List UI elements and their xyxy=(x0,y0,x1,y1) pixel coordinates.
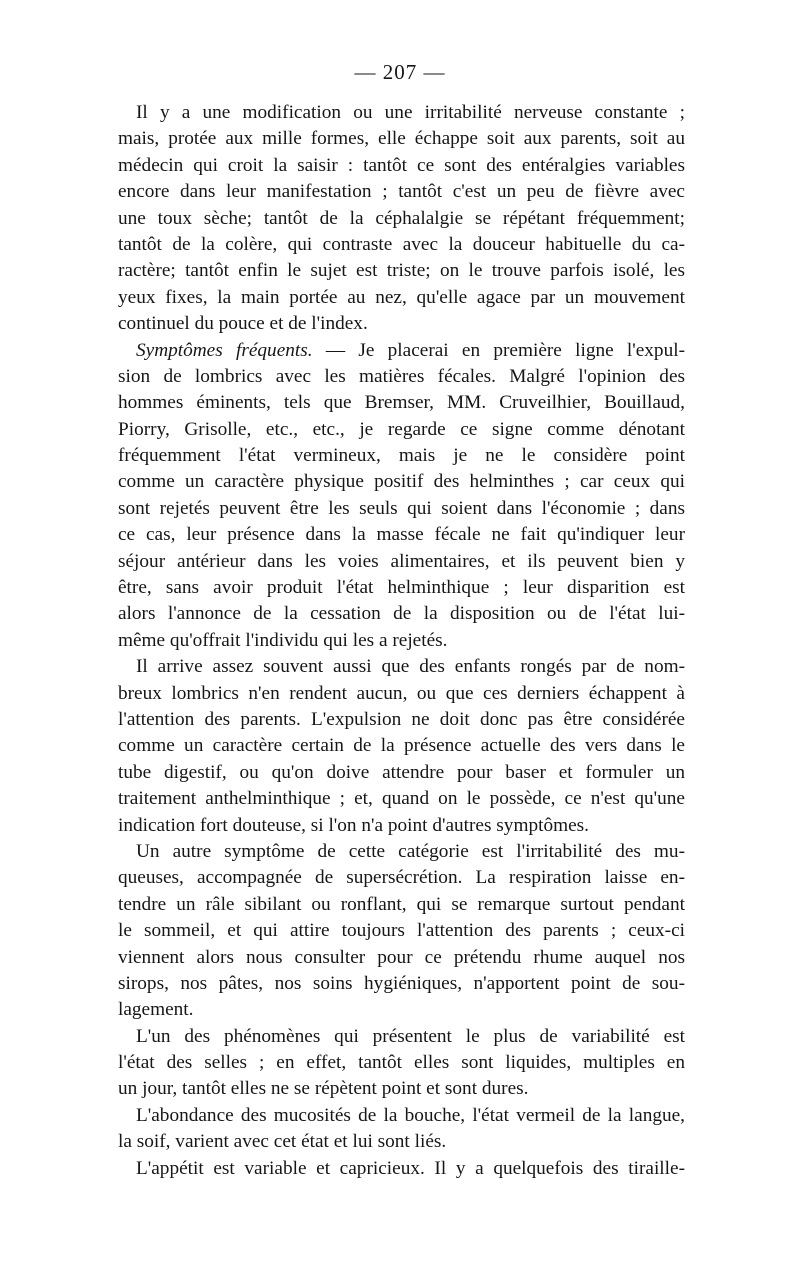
text-line xyxy=(118,1024,685,1050)
line-text: Il arrive assez souvent aussi que des enfants rongés par de nom- xyxy=(136,656,685,678)
line-text: la soif, varient avec cet état et lui sont liés. xyxy=(118,1131,447,1153)
body-text xyxy=(118,100,685,1182)
line-text: comme un caractère physique positif des helminthes ; car ceux qui xyxy=(118,471,685,493)
line-text: fréquemment l'état vermineux, mais je ne le considère point xyxy=(118,445,685,467)
text-line xyxy=(118,971,685,997)
text-line xyxy=(118,654,685,680)
text-line xyxy=(118,786,685,812)
text-line xyxy=(118,153,685,179)
line-text: médecin qui croit la saisir : tantôt ce sont des entéralgies variables xyxy=(118,154,685,176)
text-line xyxy=(118,390,685,416)
line-text: viennent alors nous consulter pour ce prétendu rhume auquel nos xyxy=(118,946,685,968)
text-line xyxy=(118,232,685,258)
text-line xyxy=(118,522,685,548)
line-text: tendre un râle sibilant ou ronflant, qui se remarque surtout pendant xyxy=(118,893,685,915)
text-line xyxy=(118,443,685,469)
text-line xyxy=(118,628,685,654)
text-line xyxy=(118,338,685,364)
text-line xyxy=(118,126,685,152)
line-text: tube digestif, ou qu'on doive attendre pour baser et formuler un xyxy=(118,761,685,783)
line-text: sont rejetés peuvent être les seuls qui soient dans l'économie ; dans xyxy=(118,497,685,519)
line-text: breux lombrics n'en rendent aucun, ou que ces derniers échappent à xyxy=(118,682,685,704)
text-line xyxy=(118,733,685,759)
text-line xyxy=(118,681,685,707)
text-line xyxy=(118,1103,685,1129)
text-line xyxy=(118,1129,685,1155)
text-line xyxy=(118,285,685,311)
line-text: L'un des phénomènes qui présentent le plus de variabilité est xyxy=(136,1025,685,1047)
text-line xyxy=(118,813,685,839)
line-text: tantôt de la colère, qui contraste avec la douceur habituelle du ca- xyxy=(118,233,685,255)
line-text: sion de lombrics avec les matières fécales. Malgré l'opinion des xyxy=(118,365,685,387)
text-line xyxy=(118,945,685,971)
text-line xyxy=(118,865,685,891)
text-line xyxy=(118,918,685,944)
text-line xyxy=(118,364,685,390)
line-text: être, sans avoir produit l'état helminthique ; leur disparition est xyxy=(118,577,685,599)
line-text: Un autre symptôme de cette catégorie est l'irritabilité des mu- xyxy=(136,840,685,862)
line-text: hommes éminents, tels que Bremser, MM. Cruveilhier, Bouillaud, xyxy=(118,392,685,414)
line-text: Il y a une modification ou une irritabilité nerveuse constante ; xyxy=(136,102,685,123)
line-text: l'état des selles ; en effet, tantôt elles sont liquides, multiples en xyxy=(118,1052,685,1074)
line-text: mais, protée aux mille formes, elle échappe soit aux parents, soit au xyxy=(118,128,685,150)
line-text: une toux sèche; tantôt de la céphalalgie se répétant fréquemment; xyxy=(118,207,685,229)
line-text: continuel du pouce et de l'index. xyxy=(118,313,368,335)
text-line xyxy=(118,179,685,205)
text-line xyxy=(118,311,685,337)
line-text: — Je placerai en première ligne l'expul- xyxy=(312,339,685,361)
text-line xyxy=(118,258,685,284)
line-text: le sommeil, et qui attire toujours l'attention des parents ; ceux-ci xyxy=(118,920,685,942)
text-line xyxy=(118,1156,685,1182)
line-text: l'attention des parents. L'expulsion ne doit donc pas être considérée xyxy=(118,708,685,730)
line-text: sirops, nos pâtes, nos soins hygiéniques, n'apportent point de sou- xyxy=(118,972,685,994)
text-line xyxy=(118,707,685,733)
text-line xyxy=(118,760,685,786)
line-text: comme un caractère certain de la présence actuelle des vers dans le xyxy=(118,735,685,757)
text-line xyxy=(118,839,685,865)
text-line xyxy=(118,997,685,1023)
line-text: même qu'offrait l'individu qui les a rejetés. xyxy=(118,629,448,651)
line-text: yeux fixes, la main portée au nez, qu'elle agace par un mouvement xyxy=(118,286,685,308)
line-text: L'appétit est variable et capricieux. Il y a quelquefois des tiraille- xyxy=(136,1157,685,1179)
line-text: queuses, accompagnée de supersécrétion. La respiration laisse en- xyxy=(118,867,685,889)
line-text: ce cas, leur présence dans la masse fécale ne fait qu'indiquer leur xyxy=(118,524,685,546)
line-text: alors l'annonce de la cessation de la disposition ou de l'état lui- xyxy=(118,603,685,625)
text-line xyxy=(118,469,685,495)
text-line xyxy=(118,575,685,601)
text-line xyxy=(118,1050,685,1076)
section-heading: Symptômes fréquents. xyxy=(136,339,313,361)
line-text: séjour antérieur dans les voies alimentaires, et ils peuvent bien y xyxy=(118,550,685,572)
line-text: lagement. xyxy=(118,999,194,1021)
text-line xyxy=(118,892,685,918)
line-text: encore dans leur manifestation ; tantôt c'est un peu de fièvre avec xyxy=(118,181,685,203)
text-line xyxy=(118,417,685,443)
line-text: Piorry, Grisolle, etc., etc., je regarde ce signe comme dénotant xyxy=(118,418,685,440)
line-text: L'abondance des mucosités de la bouche, l'état vermeil de la langue, xyxy=(136,1104,685,1126)
line-text: traitement anthelminthique ; et, quand on le possède, ce n'est qu'une xyxy=(118,788,685,810)
line-text: un jour, tantôt elles ne se répètent point et sont dures. xyxy=(118,1078,529,1100)
text-line xyxy=(118,496,685,522)
text-line xyxy=(118,601,685,627)
text-line xyxy=(118,206,685,232)
text-line xyxy=(118,100,685,126)
line-text: ractère; tantôt enfin le sujet est triste; on le trouve parfois isolé, les xyxy=(118,260,685,282)
page-number: — 207 — xyxy=(354,60,446,84)
text-line xyxy=(118,1076,685,1102)
text-line xyxy=(118,549,685,575)
line-text: indication fort douteuse, si l'on n'a point d'autres symptômes. xyxy=(118,814,589,836)
